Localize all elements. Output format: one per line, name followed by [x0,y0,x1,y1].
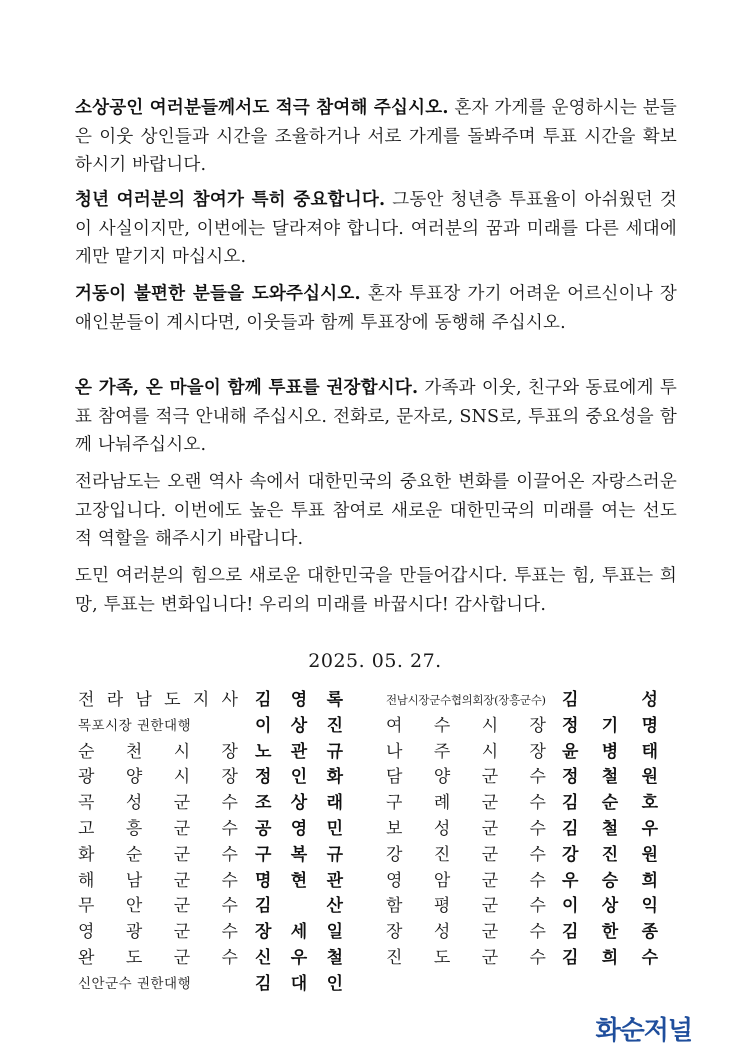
signatory-name: 우 승 희 [562,870,658,891]
signatory-name: 조 상 래 [255,793,343,814]
paragraph-lead: 청년 여러분의 참여가 특히 중요합니다. [75,190,386,210]
signatory-row [386,740,668,766]
signatory-row [78,920,358,946]
signatory-title: 구 례 군 수 [386,793,546,814]
signatory-title: 신안군수 권한대행 [78,975,192,992]
signatory-title: 전 라 남 도 지 사 [78,690,238,710]
signatory-row [386,714,668,740]
signatory-name: 이 상 진 [255,715,343,736]
signatory-title: 완 도 군 수 [78,947,238,968]
signatory-name: 강 진 원 [562,844,658,865]
paragraph-body: 전라남도는 오랜 역사 속에서 대한민국의 중요한 변화를 이끌어온 자랑스러운 고장입니다. 이번에도 높은 투표 참여로 새로운 대한민국의 미래를 여는 선도적 역할을 해주시기 바랍니다. [75,472,677,549]
signatory-title: 영 암 군 수 [386,870,546,891]
signatory-name: 윤 병 태 [562,741,658,762]
signatory-name: 정 철 원 [562,767,658,788]
signatory-title: 진 도 군 수 [386,947,546,968]
signatory-row [78,869,358,895]
signatory-name: 장 세 일 [255,922,343,943]
paragraph-closing [75,562,677,619]
signatory-name: 신 우 철 [255,947,343,968]
signatory-name: 김 대 인 [255,973,343,994]
publisher-logo: 화순저널 [595,1016,692,1046]
signatory-name: 김 영 록 [255,690,343,710]
signatory-row [78,894,358,920]
signatory-title: 고 흥 군 수 [78,818,238,839]
signatory-name: 공 영 민 [255,818,343,839]
signatory-title: 해 남 군 수 [78,870,238,891]
signatory-row [386,791,668,817]
signatory-row [78,740,358,766]
paragraph-body: 혼자 가게를 운영하시는 분들은 이웃 상인들과 시간을 조율하거나 서로 가게를 돌봐주며 투표 시간을 확보하시기 바랍니다. [75,98,677,175]
signatory-row [386,920,668,946]
signatory-title: 담 양 군 수 [386,767,546,788]
signatory-row [78,843,358,869]
signatory-row [78,714,358,740]
signatory-title: 곡 성 군 수 [78,793,238,814]
signatory-name: 김 한 종 [562,922,658,943]
paragraph-lead: 소상공인 여러분들께서도 적극 참여해 주십시오. [75,98,449,118]
signatory-name: 이 상 익 [562,896,658,917]
signatory-name: 김 성 [562,690,658,710]
signatory-name: 김 순 호 [562,793,658,814]
signatories-right-column [386,688,668,972]
signatory-row [386,688,668,714]
signatory-title: 장 성 군 수 [386,922,546,943]
signatories-left-column [78,688,358,998]
paragraph-body: 혼자 투표장 가기 어려운 어르신이나 장애인분들이 계시다면, 이웃들과 함께 투표장에 동행해 주십시오. [75,284,677,333]
paragraph-body: 그동안 청년층 투표율이 아쉬웠던 것이 사실이지만, 이번에는 달라져야 합니다. 여러분의 꿈과 미래를 다른 세대에게만 맡기지 마십시오. [75,190,677,267]
signatory-title: 영 광 군 수 [78,922,238,943]
paragraph-youth [75,186,677,272]
signatory-row [386,817,668,843]
paragraph-family [75,374,677,460]
signatory-name: 정 기 명 [562,715,658,736]
signatory-title: 광 양 시 장 [78,767,238,788]
paragraph-jeonnam [75,468,677,554]
paragraph-lead: 거동이 불편한 분들을 도와주십시오. [75,284,361,304]
paragraph-mobility [75,280,677,337]
signatory-row [386,843,668,869]
signatory-row [386,869,668,895]
signatory-name: 김 희 수 [562,947,658,968]
signatory-name: 명 현 관 [255,870,343,891]
signatory-row [78,972,358,998]
signatory-row [386,894,668,920]
paragraph-body: 가족과 이웃, 친구와 동료에게 투표 참여를 적극 안내해 주십시오. 전화로, 문자로, SNS로, 투표의 중요성을 함께 나눠주십시오. [75,378,677,455]
signatory-row [78,946,358,972]
signatory-title: 순 천 시 장 [78,741,238,762]
signatory-title: 여 수 시 장 [386,715,546,736]
signatory-title: 전남시장군수협의회장(장흥군수) [386,693,546,707]
signatory-title: 나 주 시 장 [386,741,546,762]
signatory-row [78,817,358,843]
signatory-name: 노 관 규 [255,741,343,762]
signatory-row [78,688,358,714]
signatory-row [78,791,358,817]
signatory-title: 함 평 군 수 [386,896,546,917]
statement-date: 2025. 05. 27. [308,650,442,672]
signatory-title: 무 안 군 수 [78,896,238,917]
signatory-row [78,765,358,791]
paragraph-body: 도민 여러분의 힘으로 새로운 대한민국을 만들어갑시다. 투표는 힘, 투표는 희망, 투표는 변화입니다! 우리의 미래를 바꿉시다! 감사합니다. [75,566,677,615]
signatory-title: 강 진 군 수 [386,844,546,865]
signatory-name: 구 복 규 [255,844,343,865]
signatory-title: 화 순 군 수 [78,844,238,865]
signatory-name: 정 인 화 [255,767,343,788]
signatory-name: 김 산 [255,896,343,917]
signatory-title: 보 성 군 수 [386,818,546,839]
paragraph-small-business [75,94,677,180]
paragraph-lead: 온 가족, 온 마을이 함께 투표를 권장합시다. [75,378,419,398]
signatory-name: 김 철 우 [562,818,658,839]
signatory-title: 목포시장 권한대행 [78,717,192,734]
signatory-row [386,765,668,791]
signatory-row [386,946,668,972]
